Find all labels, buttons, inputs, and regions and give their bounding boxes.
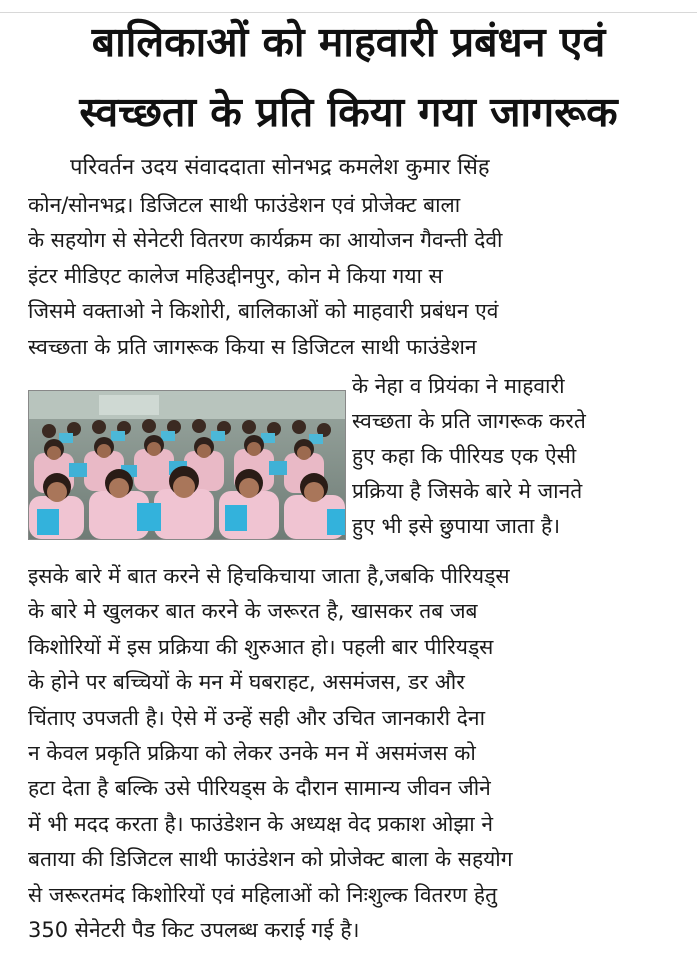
article-body-top — [28, 188, 675, 365]
body-line: से जरूरतमंद किशोरियों एवं महिलाओं को निःशुल्क वितरण हेतु — [28, 882, 498, 907]
body-line: हटा देता है बल्कि उसे पीरियड्स के दौरान सामान्य जीवन जीने — [28, 776, 491, 801]
body-line: चिंताए उपजती है। ऐसे में उन्हें सही और उचित जानकारी देना — [28, 705, 486, 730]
byline: परिवर्तन उदय संवाददाता सोनभद्र कमलेश कुमार सिंह — [70, 155, 490, 180]
body-line: स्वच्छता के प्रति जागरूक करते — [352, 409, 586, 433]
article-body-bottom — [28, 559, 675, 948]
headline-line-1: बालिकाओं को माहवारी प्रबंधन एवं — [91, 18, 606, 66]
body-line: कोन/सोनभद्र। डिजिटल साथी फाउंडेशन एवं प्रोजेक्ट बाला — [28, 193, 461, 217]
body-line: न केवल प्रकृति प्रक्रिया को लेकर उनके मन में असमंजस को — [28, 741, 476, 766]
body-line: के होने पर बच्चियों के मन में घबराहट, असमंजस, डर और — [28, 670, 465, 695]
body-line: प्रक्रिया है जिसके बारे मे जानते — [352, 479, 583, 503]
body-line: हुए कहा कि पीरियड एक ऐसी — [352, 444, 577, 468]
cropped-previous-article-edge — [0, 0, 697, 13]
article-body-beside-photo — [352, 369, 675, 544]
body-line: में भी मदद करता है। फाउंडेशन के अध्यक्ष वेद प्रकाश ओझा ने — [28, 811, 493, 836]
body-line: के बारे मे खुलकर बात करने के जरूरत है, खासकर तब जब — [28, 599, 478, 624]
body-line: इंटर मीडिएट कालेज महिउद्दीनपुर, कोन मे किया गया स — [28, 263, 443, 288]
body-line: 350 सेनेटरी पैड किट उपलब्ध कराई गई है। — [28, 918, 360, 943]
body-line: जिसमे वक्ताओ ने किशोरी, बालिकाओं को माहवारी प्रबंधन एवं — [28, 299, 499, 324]
body-line: के सहयोग से सेनेटरी वितरण कार्यक्रम का आयोजन गैवन्ती देवी — [28, 228, 503, 253]
body-line: इसके बारे में बात करने से हिचकिचाया जाता है,जबकि पीरियड्स — [28, 564, 510, 588]
body-line: के नेहा व प्रियंका ने माहवारी — [352, 374, 565, 398]
headline-line-2: स्वच्छता के प्रति किया गया जागरूक — [79, 88, 618, 136]
body-line: बताया की डिजिटल साथी फाउंडेशन को प्रोजेक्ट बाला के सहयोग — [28, 847, 513, 872]
body-line: हुए भी इसे छुपाया जाता है। — [352, 514, 561, 538]
event-photo-students-with-sanitary-kits — [28, 390, 346, 540]
body-line: स्वच्छता के प्रति जागरूक किया स डिजिटल साथी फाउंडेशन — [28, 334, 477, 359]
body-line: किशोरियों में इस प्रक्रिया की शुरुआत हो। पहली बार पीरियड्स — [28, 634, 494, 659]
